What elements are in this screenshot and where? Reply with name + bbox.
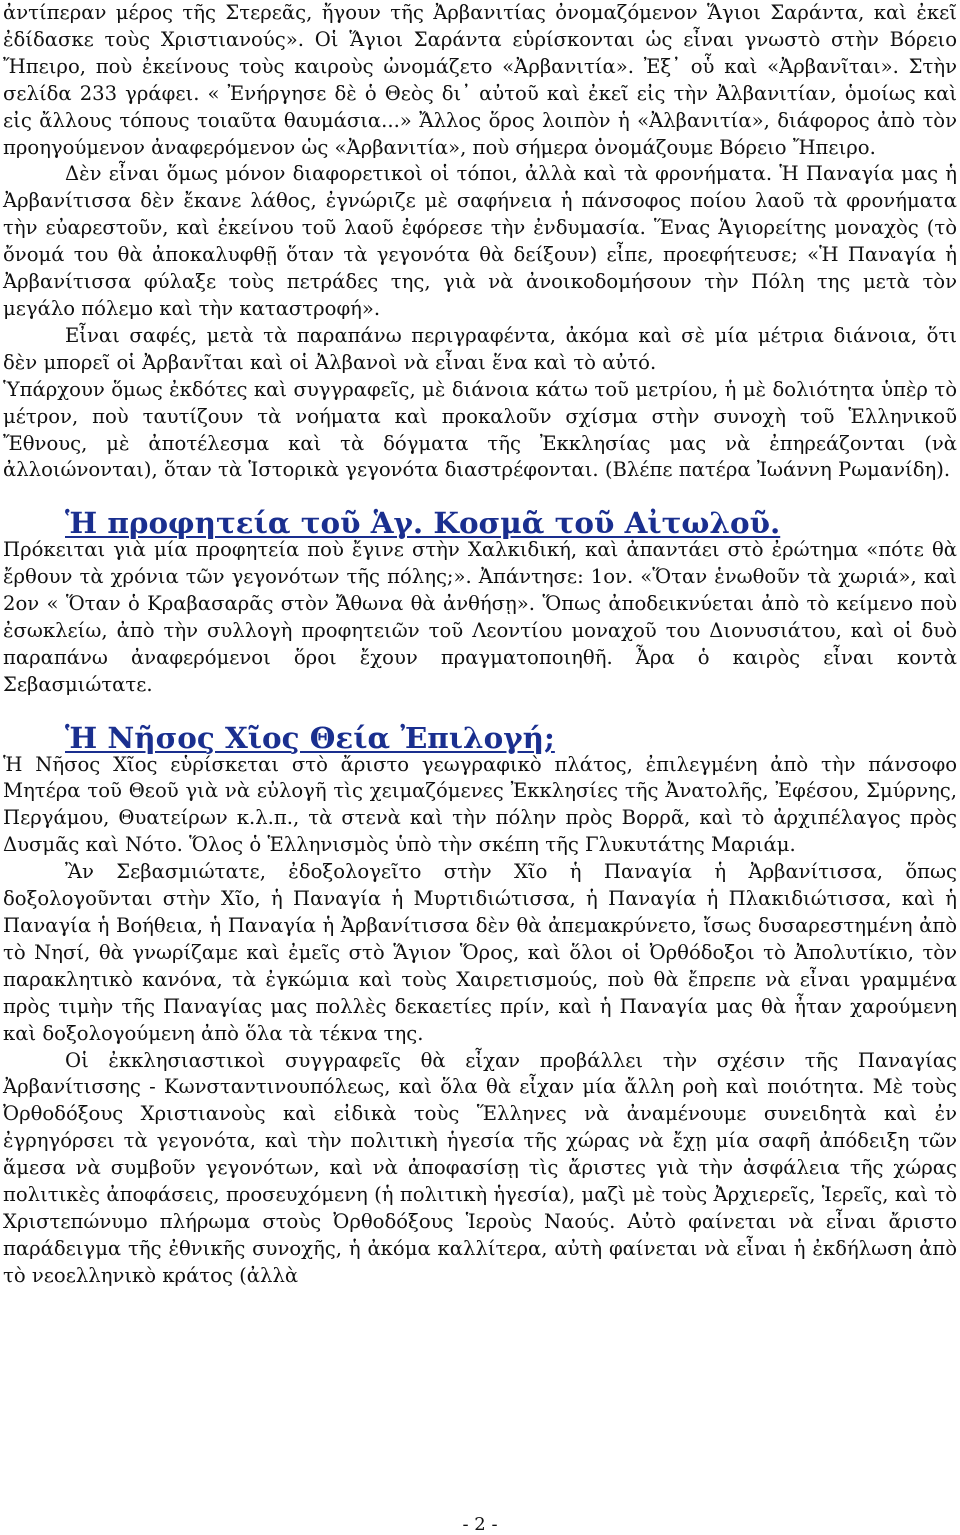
paragraph-publishers: Ὑπάρχουν ὅμως ἐκδότες καὶ συγγραφεῖς, μὲ διάνοια κάτω τοῦ μετρίου, ἡ μὲ δολιότητα ὑπὲρ τὸ μέτρον, ποὺ ταυτίζουν τὰ νοήματα καὶ προκαλοῦν σχίσμα στὴν συνοχὴ τοῦ Ἑλληνικοῦ Ἔθνους, μὲ ἀποτέλεσμα καὶ τὰ δόγματα τῆς Ἐκκλησίας μας νὰ ἐπηρεάζονται (νὰ ἀλλοιώνονται), ὅταν τὰ Ἱστορικὰ γεγονότα διαστρέφονται. (Βλέπε πατέρα Ἰωάννη Ρωμανίδη). (3, 377, 957, 482)
section-heading-chios: Ἡ Νῆσος Χῖος Θεία Ἐπιλογή; (65, 719, 555, 755)
paragraph-conclusion: Εἶναι σαφές, μετὰ τὰ παραπάνω περιγραφέντα, ἀκόμα καὶ σὲ μία μέτρια διάνοια, ὅτι δὲν μπορεῖ οἱ Ἀρβανῖται καὶ οἱ Ἀλβανοὶ νὰ εἶναι ἕνα καὶ τὸ αὐτό. (3, 323, 957, 374)
section-heading-prophecy: Ἡ προφητεία τοῦ Ἁγ. Κοσμᾶ τοῦ Αἰτωλοῦ. (65, 505, 781, 541)
document-page (3, 0, 957, 1290)
paragraph-church-writers: Οἱ ἐκκλησιαστικοὶ συγγραφεῖς θὰ εἶχαν προβάλλει τὴν σχέσιν τῆς Παναγίας Ἀρβανίτισσης - Κωνσταντινουπόλεως, καὶ ὅλα θὰ εἶχαν μία ἄλλη ροὴ καὶ ποιότητα. Μὲ τοὺς Ὀρθοδόξους Χριστιανοὺς καὶ εἰδικὰ τοὺς Ἕλληνες νὰ ἀναμένουμε συνειδητὰ καὶ ἐν ἐγρηγόρσει τὰ γεγονότα, καὶ τὴν πολιτικὴ ἡγεσία τῆς χώρας νὰ ἔχῃ μία σαφῆ ἀπόδειξη τῶν ἅμεσα νὰ συμβοῦν γεγονότων, καὶ νὰ ἀποφασίσῃ τὶς ἄριστες γιὰ τὴν ἀσφάλεια τῆς χώρας πολιτικὲς ἀποφάσεις, προσευχόμενη (ἡ πολιτικὴ ἡγεσία), μαζὶ μὲ τοὺς Ἀρχιερεῖς, Ἱερεῖς, καὶ τὸ Χριστεπώνυμο πλήρωμα στοὺς Ὀρθοδόξους Ἱεροὺς Ναούς. Αὐτὸ φαίνεται νὰ εἶναι ἄριστο παράδειγμα τῆς ἐθνικῆς συνοχῆς, ἡ ἀκόμα καλλίτερα, αὐτὴ φαίνεται νὰ εἶναι ἡ ἐκδήλωση ἀπὸ τὸ νεοελληνικὸ κράτος (ἀλλὰ (3, 1048, 957, 1287)
paragraph-arvanitia-location: ἀντίπεραν μέρος τῆς Στερεᾶς, ἤγουν τῆς Ἀρβανιτίας ὀνομαζόμενον Ἅγιοι Σαράντα, καὶ ἐκεῖ ἐδίδασκε τοὺς Χριστιανούς». Οἱ Ἅγιοι Σαράντα εὑρίσκονται ὡς εἶναι γνωστὸ στὴν Βόρειο Ἤπειρο, ποὺ ἐκείνους τοὺς καιροὺς ὠνομάζετο «Ἀρβανιτία». Ἐξ᾽ οὗ καὶ «Ἀρβανῖται». Στὴν σελίδα 233 γράφει. « Ἐνήργησε δὲ ὁ Θεὸς δι᾽ αὐτοῦ καὶ ἐκεῖ εἰς τὴν Ἀλβανιτίαν, ὁμοίως καὶ εἰς ἄλλους τόπους τοιαῦτα θαυμάσια...» Ἄλλος ὅρος λοιπὸν ἡ «Ἀλβανιτία», διάφορος ἀπὸ τὸν προηγούμενον ἀναφερόμενον ὡς «Ἀρβανιτία», ποὺ σήμερα ὀνομάζουμε Βόρειο Ἤπειρο. (3, 1, 957, 159)
paragraph-chios-geography: Ἡ Νῆσος Χῖος εὑρίσκεται στὸ ἄριστο γεωγραφικὸ πλάτος, ἐπιλεγμένη ἀπὸ τὴν πάνσοφο Μητέρα τοῦ Θεοῦ γιὰ νὰ εὐλογῆ τὶς χειμαζόμενες Ἐκκλησίες τῆς Ἀνατολῆς, Ἐφέσου, Σμύρνης, Περγάμου, Θυατείρων κ.λ.π., τὰ στενὰ καὶ τὴν πόλην πρὸς Βορρᾶ, καὶ τὸ ἀρχιπέλαγος πρὸς Δυσμᾶς καὶ Νότο. Ὅλος ὁ Ἑλληνισμὸς ὑπὸ τὴν σκέπη τῆς Γλυκυτάτης Μαριάμ. (3, 752, 957, 857)
page-number: - 2 - (462, 1514, 498, 1535)
paragraph-prophecy: Πρόκειται γιὰ μία προφητεία ποὺ ἔγινε στὴν Χαλκιδική, καὶ ἀπαντάει στὸ ἐρώτημα «πότε θὰ ἔρθουν τὰ χρόνια τῶν γεγονότων τῆς πόλης;». Ἀπάντησε: 1ον. «Ὅταν ἑνωθοῦν τὰ χωριά», καὶ 2ον « Ὅταν ὁ Κραβασαρᾶς στὸν Ἄθωνα θὰ ἀνθήσῃ». Ὅπως ἀποδεικνύεται ἀπὸ τὸ κείμενο ποὺ ἐσωκλείω, ἀπὸ τὴν συλλογὴ προφητειῶν τοῦ Λεοντίου μοναχοῦ του Διονυσιάτου, καὶ οἱ δυὸ παραπάνω ἀναφερόμενοι ὅροι ἔχουν πραγματοποιηθῆ. Ἆρα ὁ καιρὸς εἶναι κοντὰ Σεβασμιώτατε. (3, 538, 957, 696)
paragraph-differences: Δὲν εἶναι ὅμως μόνον διαφορετικοὶ οἱ τόποι, ἀλλὰ καὶ τὰ φρονήματα. Ἡ Παναγία μας ἡ Ἀρβανίτισσα δὲν ἔκανε λάθος, ἐγνώριζε μὲ σαφήνεια ἡ πάνσοφος ποίου λαοῦ τὰ φρονήματα τὴν εὐαρεστοῦν, καὶ ἐκείνου τοῦ λαοῦ ἐφόρεσε τὴν ἐνδυμασία. Ἕνας Ἁγιορείτης μοναχὸς (τὸ ὄνομά του θὰ ἀποκαλυφθῇ ὅταν τὰ γεγονότα θὰ δείξουν) εἶπε, προεφήτευσε; «Ἡ Παναγία ἡ Ἀρβανίτισσα φύλαξε τοὺς πετράδες της, γιὰ νὰ ἀνοικοδομήσουν τὴν Πόλη της μετὰ τὸν μεγάλο πόλεμο καὶ τὴν καταστροφή». (3, 162, 957, 320)
paragraph-chios-glorification: Ἂν Σεβασμιώτατε, ἐδοξολογεῖτο στὴν Χῖο ἡ Παναγία ἡ Ἀρβανίτισσα, ὅπως δοξολογοῦνται στὴν Χῖο, ἡ Παναγία ἡ Μυρτιδιώτισσα, ἡ Παναγία ἡ Πλακιδιώτισσα, καὶ ἡ Παναγία ἡ Βοήθεια, ἡ Παναγία ἡ Ἀρβανίτισσα δὲν θὰ ἀπεμακρύνετο, ἴσως δυσαρεστημένη ἀπὸ τὸ Νησί, θὰ γνωρίζαμε καὶ ἐμεῖς στὸ Ἅγιον Ὅρος, καὶ ὅλοι οἱ Ὀρθόδοξοι τὸ Ἀπολυτίκιο, τὸν παρακλητικὸ κανόνα, τὰ ἐγκώμια καὶ τοὺς Χαιρετισμούς, ποὺ θὰ ἔπρεπε νὰ εἶναι γραμμένα πρὸς τιμὴν τῆς Παναγίας μας πολλὲς δεκαετίες πρίν, καὶ ἡ Παναγία μας θὰ ἦταν χαρούμενη καὶ δοξολογούμενη ἀπὸ ὅλα τὰ τέκνα της. (3, 860, 957, 1045)
